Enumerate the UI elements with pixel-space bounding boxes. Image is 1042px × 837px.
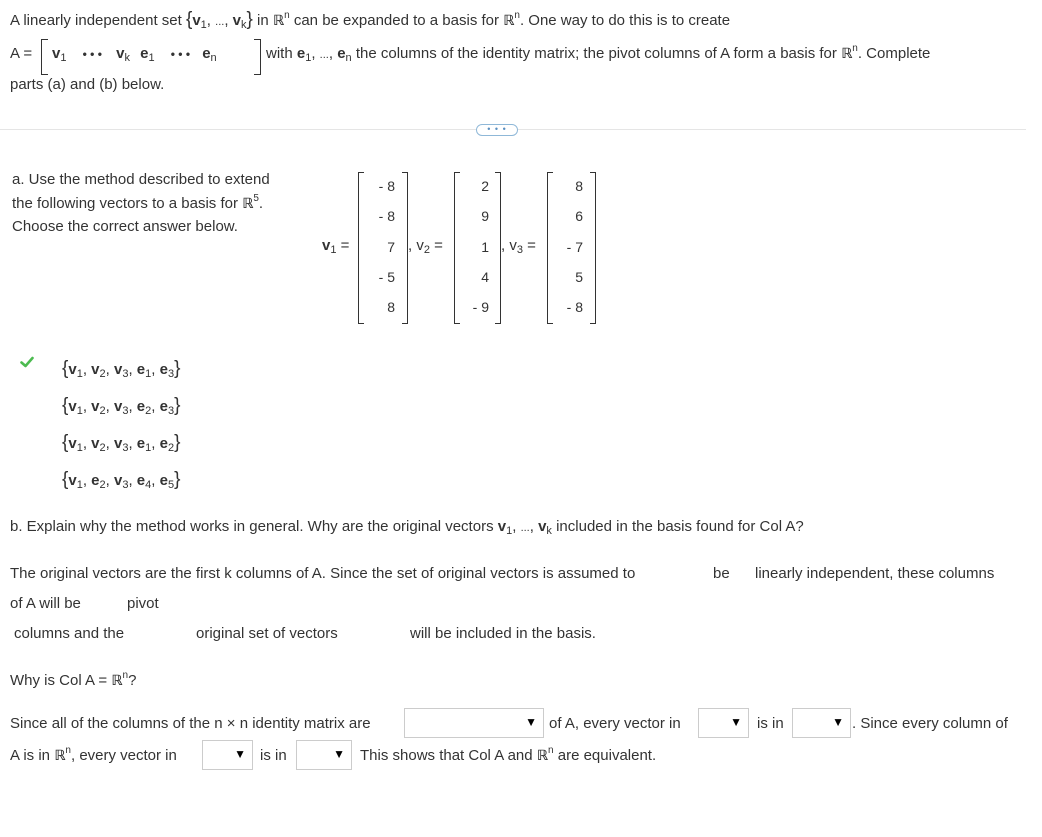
part-a-line-1: a. Use the method described to extend — [12, 171, 270, 188]
v2-entry: 4 — [481, 269, 489, 285]
is-in-text-2: is in — [260, 747, 287, 764]
answer-line-3-end: will be included in the basis. — [410, 625, 596, 642]
since-line-1: Since all of the columns of the n × n identity matrix are — [10, 715, 371, 732]
intro-A-label: A = — [10, 45, 33, 62]
intro-line-3: parts (a) and (b) below. — [10, 76, 165, 93]
dropdown-1[interactable] — [404, 708, 544, 738]
answer-line-2: of A will be — [10, 595, 81, 612]
intro-line-2: with $e_1$, ..., $e_n$ the columns of the identity matrix; the pivot columns of A form a basis for ℝ$^n$. Complete — [266, 43, 931, 64]
v2-entry: 1 — [481, 239, 489, 255]
since-line-2: A is in ℝ$^n$, every vector in — [10, 745, 177, 764]
reals-symbol: ℝ — [272, 13, 285, 29]
answer-line-1-end: linearly independent, these columns — [755, 565, 995, 582]
v3-entry: - 7 — [566, 239, 583, 255]
v1-label: $v_1$ = — [322, 237, 350, 256]
dropdown-2[interactable] — [698, 708, 749, 738]
v3-entry: 8 — [575, 178, 583, 194]
choice-option-c[interactable]: {$v_1$, $v_2$, $v_3$, $e_1$, $e_2$} — [62, 432, 181, 454]
answer-blank-original-set[interactable]: original set of vectors — [196, 625, 338, 642]
v3-label: , $v_3$ = — [501, 237, 536, 256]
dropdown-arrow-icon: ▼ — [525, 715, 537, 729]
v1-entry: 7 — [387, 239, 395, 255]
check-icon — [20, 356, 34, 368]
dropdown-5[interactable] — [296, 740, 352, 770]
v3-entry: 6 — [575, 208, 583, 224]
dropdown-arrow-icon: ▼ — [234, 747, 246, 761]
is-in-text: is in — [757, 715, 784, 732]
v1-entry: - 5 — [378, 269, 395, 285]
v1-entry: - 8 — [378, 178, 395, 194]
dropdown-3[interactable] — [792, 708, 851, 738]
part-b-question: b. Explain why the method works in general. Why are the original vectors $v_1$, ..., $v_k$ included in the basis found for Col A? — [10, 518, 804, 537]
part-a-line-2: the following vectors to a basis for ℝ$^5$. — [12, 193, 264, 212]
choice-option-b[interactable]: {$v_1$, $v_2$, $v_3$, $e_2$, $e_3$} — [62, 395, 181, 417]
choice-option-a[interactable]: {$v_1$, $v_2$, $v_3$, $e_1$, $e_3$} — [62, 358, 181, 380]
v3-entry: - 8 — [566, 299, 583, 315]
v3-right-bracket — [590, 172, 596, 324]
dropdown-arrow-icon: ▼ — [832, 715, 844, 729]
v1-entry: 8 — [387, 299, 395, 315]
v2-entry: 9 — [481, 208, 489, 224]
matrix-left-bracket — [41, 39, 48, 75]
intro-matrix-content: $v_1$ • • • $v_k$ $e_1$ • • • $e_n$ — [52, 45, 217, 64]
v2-label: , $v_2$ = — [408, 237, 443, 256]
matrix-right-bracket — [254, 39, 261, 75]
choice-option-d[interactable]: {$v_1$, $e_2$, $v_3$, $e_4$, $e_5$} — [62, 469, 181, 491]
dropdown-4[interactable] — [202, 740, 253, 770]
v1-entry: - 8 — [378, 208, 395, 224]
answer-blank-pivot[interactable]: pivot — [127, 595, 159, 612]
since-line-1-end: . Since every column of — [852, 715, 1008, 732]
more-button[interactable]: • • • — [476, 124, 518, 136]
answer-blank-be[interactable]: be — [713, 565, 730, 582]
dropdown-arrow-icon: ▼ — [730, 715, 742, 729]
conclusion-text: This shows that Col A and ℝ$^n$ are equivalent. — [360, 745, 657, 764]
part-a-line-3: Choose the correct answer below. — [12, 218, 238, 235]
of-A-text: of A, every vector in — [549, 715, 681, 732]
v3-entry: 5 — [575, 269, 583, 285]
v2-entry: - 9 — [472, 299, 489, 315]
answer-line-1: The original vectors are the first k columns of A. Since the set of original vectors is assumed to — [10, 565, 636, 582]
why-question: Why is Col A = ℝ$^n$? — [10, 670, 137, 689]
dropdown-arrow-icon: ▼ — [333, 747, 345, 761]
intro-line-1: A linearly independent set {$v_1$, ..., $v_k$} in ℝ$^n$ can be expanded to a basis for ℝ$^n$. One way to do this is to create — [10, 9, 731, 31]
answer-blank-columns[interactable]: columns and the — [14, 625, 125, 642]
v2-entry: 2 — [481, 178, 489, 194]
